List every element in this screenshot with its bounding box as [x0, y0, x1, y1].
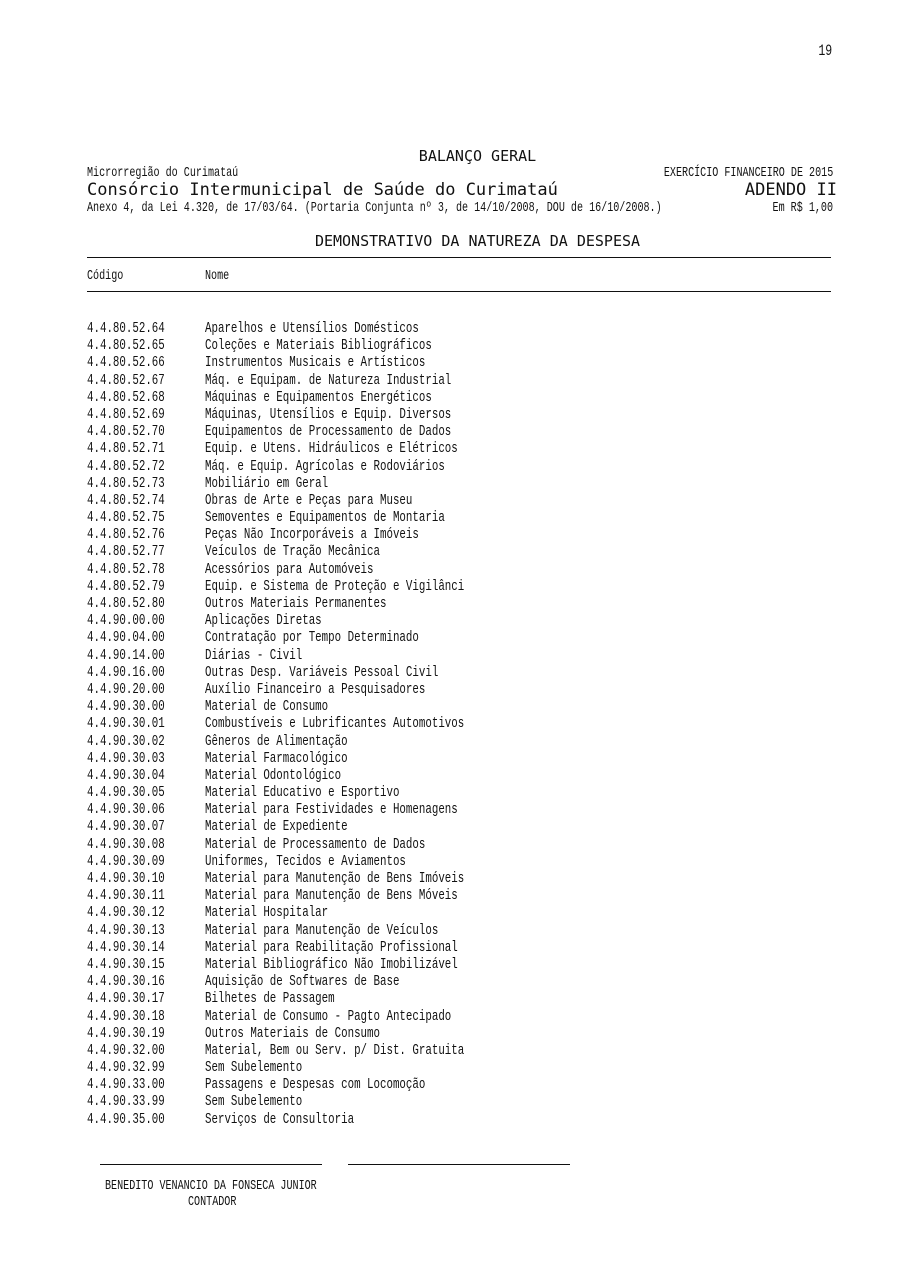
table-row [87, 853, 787, 870]
row-nome: Material Hospitalar [205, 904, 329, 922]
row-codigo: 4.4.90.30.03 [87, 749, 165, 767]
table-row [87, 715, 787, 732]
row-codigo: 4.4.90.30.12 [87, 904, 165, 922]
row-nome: Material para Manutenção de Veículos [205, 921, 439, 939]
row-nome: Outras Desp. Variáveis Pessoal Civil [205, 663, 439, 681]
row-codigo: 4.4.90.33.00 [87, 1076, 165, 1094]
row-codigo: 4.4.90.04.00 [87, 629, 165, 647]
row-codigo: 4.4.80.52.79 [87, 577, 165, 595]
row-codigo: 4.4.90.30.00 [87, 698, 165, 716]
row-codigo: 4.4.80.52.70 [87, 423, 165, 441]
row-nome: Serviços de Consultoria [205, 1110, 355, 1128]
table-row [87, 939, 787, 956]
row-nome: Outros Materiais de Consumo [205, 1024, 380, 1042]
table-row [87, 595, 787, 612]
table-row [87, 681, 787, 698]
row-codigo: 4.4.90.30.14 [87, 938, 165, 956]
table-row [87, 836, 787, 853]
row-nome: Material para Manutenção de Bens Móveis [205, 887, 458, 905]
row-nome: Sem Subelemento [205, 1093, 303, 1111]
row-codigo: 4.4.80.52.80 [87, 595, 165, 612]
table-row [87, 767, 787, 784]
signature-line-second [348, 1164, 570, 1165]
report-title: BALANÇO GERAL [418, 147, 537, 165]
table-row [87, 698, 787, 715]
row-nome: Auxílio Financeiro a Pesquisadores [205, 680, 426, 698]
table-row [87, 887, 787, 904]
page-number: 19 [818, 42, 832, 60]
row-codigo: 4.4.90.30.15 [87, 955, 165, 973]
row-codigo: 4.4.80.52.76 [87, 526, 165, 544]
table-row [87, 784, 787, 801]
column-header-nome: Nome [205, 268, 230, 284]
row-codigo: 4.4.90.32.00 [87, 1041, 165, 1059]
row-codigo: 4.4.90.30.04 [87, 766, 165, 784]
adendo-label: ADENDO II [744, 180, 837, 200]
table-row [87, 389, 787, 406]
signature-line-contador [100, 1164, 322, 1165]
row-nome: Gêneros de Alimentação [205, 732, 348, 750]
table-row [87, 1042, 787, 1059]
signatory-name: BENEDITO VENANCIO DA FONSECA JUNIOR [105, 1178, 317, 1194]
table-row [87, 990, 787, 1007]
table-row [87, 733, 787, 750]
row-codigo: 4.4.90.30.18 [87, 1007, 165, 1025]
table-row [87, 1076, 787, 1093]
row-codigo: 4.4.90.30.08 [87, 835, 165, 853]
row-codigo: 4.4.90.14.00 [87, 646, 165, 664]
row-nome: Material de Expediente [205, 818, 348, 836]
row-codigo: 4.4.90.30.16 [87, 973, 165, 991]
row-nome: Diárias - Civil [205, 646, 303, 664]
table-row [87, 543, 787, 560]
header-rule-bottom [87, 291, 831, 292]
row-codigo: 4.4.80.52.68 [87, 388, 165, 406]
table-row [87, 578, 787, 595]
row-nome: Equip. e Sistema de Proteção e Vigilânci [205, 577, 465, 595]
row-codigo: 4.4.90.30.17 [87, 990, 165, 1008]
row-codigo: 4.4.80.52.74 [87, 491, 165, 509]
row-nome: Outros Materiais Permanentes [205, 595, 387, 612]
row-codigo: 4.4.80.52.66 [87, 354, 165, 372]
row-codigo: 4.4.90.32.99 [87, 1059, 165, 1077]
table-row [87, 956, 787, 973]
table-row [87, 458, 787, 475]
table-row [87, 561, 787, 578]
microrregiao-label: Microrregião do Curimataú [87, 165, 239, 181]
table-row [87, 1093, 787, 1110]
table-row [87, 1008, 787, 1025]
row-nome: Material Odontológico [205, 766, 342, 784]
row-codigo: 4.4.80.52.67 [87, 371, 165, 389]
row-nome: Veículos de Tração Mecânica [205, 543, 380, 561]
row-codigo: 4.4.90.33.99 [87, 1093, 165, 1111]
table-row [87, 526, 787, 543]
table-row [87, 492, 787, 509]
table-row [87, 647, 787, 664]
table-row [87, 423, 787, 440]
table-row [87, 922, 787, 939]
row-nome: Material Farmacológico [205, 749, 348, 767]
row-codigo: 4.4.90.35.00 [87, 1110, 165, 1128]
row-codigo: 4.4.90.00.00 [87, 612, 165, 630]
row-codigo: 4.4.90.30.19 [87, 1024, 165, 1042]
row-codigo: 4.4.90.30.01 [87, 715, 165, 733]
exercicio-label: EXERCÍCIO FINANCEIRO DE 2015 [663, 165, 833, 181]
table-row [87, 509, 787, 526]
column-header-codigo: Código [87, 268, 124, 284]
row-codigo: 4.4.80.52.69 [87, 405, 165, 423]
row-codigo: 4.4.90.30.05 [87, 784, 165, 802]
table-row [87, 904, 787, 921]
row-nome: Coleções e Materiais Bibliográficos [205, 337, 432, 355]
section-title: DEMONSTRATIVO DA NATUREZA DA DESPESA [314, 232, 641, 250]
expense-table-body [87, 320, 787, 1128]
row-nome: Peças Não Incorporáveis a Imóveis [205, 526, 419, 544]
signatory-role: CONTADOR [188, 1194, 237, 1210]
row-nome: Máquinas e Equipamentos Energéticos [205, 388, 432, 406]
row-nome: Semoventes e Equipamentos de Montaria [205, 509, 445, 527]
row-codigo: 4.4.90.20.00 [87, 680, 165, 698]
table-row [87, 440, 787, 457]
row-nome: Acessórios para Automóveis [205, 560, 374, 578]
table-row [87, 870, 787, 887]
row-nome: Material para Festividades e Homenagens [205, 801, 458, 819]
table-row [87, 750, 787, 767]
row-nome: Aparelhos e Utensílios Domésticos [205, 320, 419, 337]
row-codigo: 4.4.80.52.77 [87, 543, 165, 561]
table-row [87, 1059, 787, 1076]
table-row [87, 406, 787, 423]
row-codigo: 4.4.90.30.13 [87, 921, 165, 939]
row-codigo: 4.4.90.30.09 [87, 852, 165, 870]
row-nome: Material Educativo e Esportivo [205, 784, 400, 802]
row-nome: Uniformes, Tecidos e Aviamentos [205, 852, 406, 870]
row-nome: Material para Manutenção de Bens Imóveis [205, 870, 465, 887]
row-nome: Material para Reabilitação Profissional [205, 938, 458, 956]
table-row [87, 629, 787, 646]
row-nome: Máq. e Equip. Agrícolas e Rodoviários [205, 457, 445, 475]
header-rule-top [87, 257, 831, 258]
row-nome: Aquisição de Softwares de Base [205, 973, 400, 991]
row-nome: Obras de Arte e Peças para Museu [205, 491, 413, 509]
table-row [87, 818, 787, 835]
row-codigo: 4.4.80.52.72 [87, 457, 165, 475]
row-codigo: 4.4.80.52.64 [87, 320, 165, 337]
row-codigo: 4.4.80.52.75 [87, 509, 165, 527]
row-codigo: 4.4.80.52.71 [87, 440, 165, 458]
entity-name: Consórcio Intermunicipal de Saúde do Curimataú [87, 180, 558, 200]
row-nome: Passagens e Despesas com Locomoção [205, 1076, 426, 1094]
table-row [87, 801, 787, 818]
row-codigo: 4.4.90.16.00 [87, 663, 165, 681]
table-row [87, 320, 787, 337]
row-codigo: 4.4.90.30.11 [87, 887, 165, 905]
row-nome: Material de Consumo - Pagto Antecipado [205, 1007, 452, 1025]
row-nome: Material, Bem ou Serv. p/ Dist. Gratuita [205, 1041, 465, 1059]
currency-unit: Em R$ 1,00 [772, 200, 833, 216]
table-row [87, 372, 787, 389]
row-nome: Material Bibliográfico Não Imobilizável [205, 955, 458, 973]
row-nome: Equip. e Utens. Hidráulicos e Elétricos [205, 440, 458, 458]
table-row [87, 973, 787, 990]
row-codigo: 4.4.80.52.73 [87, 474, 165, 492]
row-codigo: 4.4.80.52.78 [87, 560, 165, 578]
row-nome: Material de Processamento de Dados [205, 835, 426, 853]
row-nome: Máq. e Equipam. de Natureza Industrial [205, 371, 452, 389]
row-nome: Contratação por Tempo Determinado [205, 629, 419, 647]
row-nome: Instrumentos Musicais e Artísticos [205, 354, 426, 372]
row-nome: Máquinas, Utensílios e Equip. Diversos [205, 405, 452, 423]
table-row [87, 475, 787, 492]
row-codigo: 4.4.90.30.06 [87, 801, 165, 819]
row-nome: Aplicações Diretas [205, 612, 322, 630]
row-nome: Equipamentos de Processamento de Dados [205, 423, 452, 441]
row-codigo: 4.4.80.52.65 [87, 337, 165, 355]
legal-reference: Anexo 4, da Lei 4.320, de 17/03/64. (Portaria Conjunta nº 3, de 14/10/2008, DOU de 16/10/2008.) [87, 200, 662, 216]
row-nome: Mobiliário em Geral [205, 474, 329, 492]
row-nome: Bilhetes de Passagem [205, 990, 335, 1008]
row-codigo: 4.4.90.30.10 [87, 870, 165, 887]
table-row [87, 1111, 787, 1128]
row-nome: Material de Consumo [205, 698, 329, 716]
table-row [87, 1025, 787, 1042]
row-nome: Sem Subelemento [205, 1059, 303, 1077]
row-nome: Combustíveis e Lubrificantes Automotivos [205, 715, 465, 733]
table-row [87, 337, 787, 354]
row-codigo: 4.4.90.30.07 [87, 818, 165, 836]
table-row [87, 664, 787, 681]
row-codigo: 4.4.90.30.02 [87, 732, 165, 750]
table-row [87, 354, 787, 371]
table-row [87, 612, 787, 629]
